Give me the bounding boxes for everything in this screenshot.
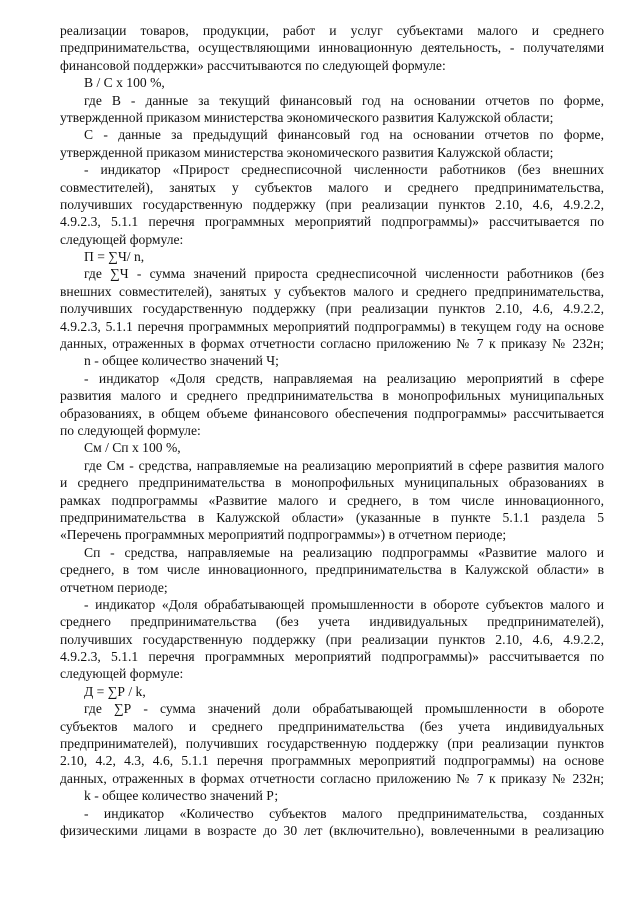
text-line: 4.9.2.3, 5.1.1 перечня программных мероприятий подпрограммы)» рассчитывается по (60, 649, 604, 665)
text-line: П = ∑Ч/ n, (84, 249, 145, 265)
text-line: развития малого и среднего предпринимательства в монопрофильных муниципальных (60, 388, 604, 404)
text-line: утвержденной приказом министерства экономического развития Калужской области; (60, 109, 554, 125)
text-line: предпринимательства в Калужской области» (указанные в пункте 5.1.1 раздела 5 (60, 509, 604, 525)
text-line: реализации товаров, продукции, работ и услуг субъектами малого и среднего (60, 23, 604, 38)
text-line: См / Сп х 100 %, (84, 440, 181, 456)
text-line: - индикатор «Доля обрабатывающей промышленности в обороте субъектов малого и (84, 596, 604, 612)
text-line: совместителей), занятых у субъектов малого и среднего предпринимательства, (60, 179, 604, 195)
text-line: Д = ∑Р / k, (84, 683, 146, 699)
text-line: данных, отраженных в формах отчетности согласно приложению № 7 к приказу № 232н; (60, 336, 604, 352)
text-line: k - общее количество значений Р; (84, 788, 279, 804)
document-page (60, 22, 604, 839)
text-line: - индикатор «Количество субъектов малого предпринимательства, созданных (84, 805, 604, 821)
text-line: предпринимателей), получивших государственную поддержку (при реализации пунктов (60, 736, 604, 752)
text-line: данных, отраженных в формах отчетности согласно приложению № 7 к приказу № 232н; (60, 770, 604, 786)
text-line: - индикатор «Доля средств, направляемая на реализацию мероприятий в сфере (84, 370, 604, 386)
text-line: «Перечень программных мероприятий подпрограммы») в отчетном периоде; (60, 527, 507, 543)
text-line: физическими лицами в возрасте до 30 лет (включительно), вовлеченными в реализацию (60, 822, 604, 838)
text-line: где В - данные за текущий финансовый год на основании отчетов по форме, (84, 92, 604, 108)
text-line: где ∑Р - сумма значений доли обрабатывающей промышленности в обороте (84, 701, 604, 717)
text-line: и среднего предпринимательства в монопрофильных муниципальных образованиях в (60, 475, 604, 491)
text-line: В / С х 100 %, (84, 75, 165, 91)
text-line: 2.10, 4.2, 4.3, 4.6, 5.1.1 перечня программных мероприятий подпрограммы) на основе (60, 753, 604, 769)
text-line: получивших государственную поддержку (при реализации пунктов 2.10, 4.6, 4.9.2.2, (60, 631, 604, 647)
text-line: среднего предпринимательства (без учета индивидуальных предпринимателей), (60, 614, 604, 630)
text-line: субъектов малого и среднего предпринимательства (без учета индивидуальных (60, 718, 604, 734)
text-line: утвержденной приказом министерства экономического развития Калужской области; (60, 144, 554, 160)
text-line: отчетном периоде; (60, 579, 168, 595)
text-line: Сп - средства, направляемые на реализацию подпрограммы «Развитие малого и (84, 544, 604, 560)
text-line: С - данные за предыдущий финансовый год на основании отчетов по форме, (84, 127, 604, 143)
text-line: 4.9.2.3, 5.1.1 перечня программных мероприятий подпрограммы)» рассчитывается по (60, 214, 604, 230)
text-line: по следующей формуле: (60, 422, 201, 438)
text-line: рамках подпрограммы «Развитие малого и среднего, в том числе инновационного, (60, 492, 604, 508)
text-line: 4.9.2.3, 5.1.1 перечня программных мероприятий подпрограммы) в текущем году на основе (60, 318, 604, 334)
text-line: образованиях, в общем объеме финансового обеспечения подпрограммы» рассчитывается (60, 405, 604, 421)
text-line: следующей формуле: (60, 231, 184, 247)
text-line: - индикатор «Прирост среднесписочной численности работников (без внешних (84, 162, 604, 178)
text-line: предпринимательства, осуществляющими инновационную деятельность, - получателями (60, 40, 604, 56)
text-line: где ∑Ч - сумма значений прироста среднесписочной численности работников (без (84, 266, 604, 282)
text-line: получивших государственную поддержку (при реализации пунктов 2.10, 4.6, 4.9.2.2, (60, 301, 604, 317)
text-line: финансовой поддержки» рассчитываются по следующей формуле: (60, 57, 446, 73)
text-line: где См - средства, направляемые на реализацию мероприятий в сфере развития малого (84, 457, 604, 473)
text-line: внешних совместителей), занятых у субъектов малого и среднего предпринимательства, (60, 283, 604, 299)
text-line: среднего, в том числе инновационного, предпринимательства в Калужской области» в (60, 562, 604, 578)
text-line: следующей формуле: (60, 666, 184, 682)
text-line: n - общее количество значений Ч; (84, 353, 279, 369)
text-line: получивших государственную поддержку (при реализации пунктов 2.10, 4.6, 4.9.2.2, (60, 196, 604, 212)
